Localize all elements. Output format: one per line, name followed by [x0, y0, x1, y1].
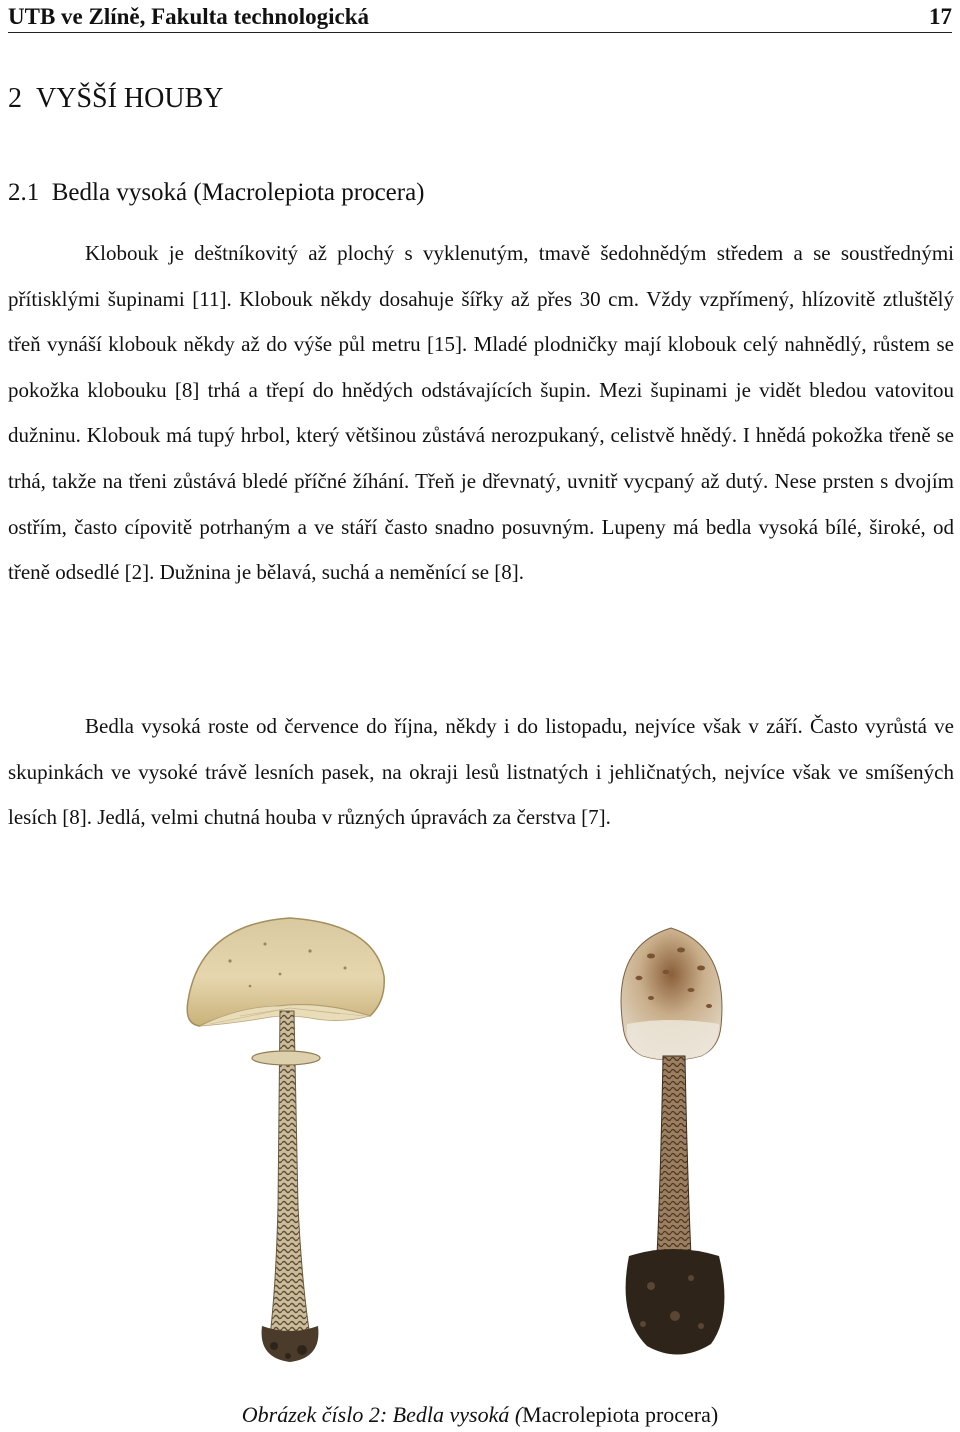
chapter-title: VYŠŠÍ HOUBY [36, 83, 224, 114]
caption-species: Macrolepiota procera) [522, 1402, 719, 1427]
mushroom-open-cap-illustration [170, 906, 389, 1364]
header-institution: UTB ve Zlíně, Fakulta technologická [8, 4, 369, 29]
section-number: 2.1 [8, 179, 40, 206]
page-header [8, 0, 952, 33]
mushroom-photo-young [551, 906, 791, 1364]
section-heading [8, 177, 425, 209]
caption-prefix: Obrázek číslo 2: Bedla vysoká ( [241, 1402, 523, 1427]
paragraph-habitat: Bedla vysoká roste od července do října, někdy i do listopadu, nejvíce však v září. Často vyrůstá ve skupinkách ve vysoké trávě lesních pasek, na okraji lesů listnatých i jehličnatých, nejvíce však ve smíšených lesích [8]. Jedlá, velmi chutná houba v různých úpravách za čerstva [7]. [8, 714, 954, 830]
mushroom-photo-open-cap [170, 906, 389, 1364]
header-page-number: 17 [929, 4, 952, 29]
figure-caption [0, 1400, 960, 1430]
paragraph-description: Klobouk je deštníkovitý až plochý s vyklenutým, tmavě šedohnědým středem a se soustřednými přítisklými šupinami [11]. Klobouk někdy dosahuje šířky až přes 30 cm. Vždy vzpřímený, hlízovitě ztluštělý třeň vynáší klobouk někdy až do výše půl metru [15]. Mladé plodničky mají klobouk celý nahnědlý, růstem se pokožka klobouku [8] trhá a třepí do hnědých odstávajících šupin. Mezi šupinami je vidět bledou vatovitou dužninu. Klobouk má tupý hrbol, který většinou zůstává nerozpukaný, celistvě hnědý. I hnědá pokožka třeně se trhá, takže na třeni zůstává bledé příčné žíhání. Třeň je dřevnatý, uvnitř vycpaný až dutý. Nese prsten s dvojím ostřím, často cípovitě potrhaným a ve stáří často snadno posuvným. Lupeny má bedla vysoká bílé, široké, od třeně odsedlé [2]. Dužnina je bělavá, suchá a neměnící se [8]. [8, 241, 954, 585]
mushroom-young-illustration [551, 906, 791, 1364]
chapter-number: 2 [8, 83, 22, 114]
chapter-heading [8, 82, 223, 116]
section-title: Bedla vysoká (Macrolepiota procera) [51, 179, 425, 206]
